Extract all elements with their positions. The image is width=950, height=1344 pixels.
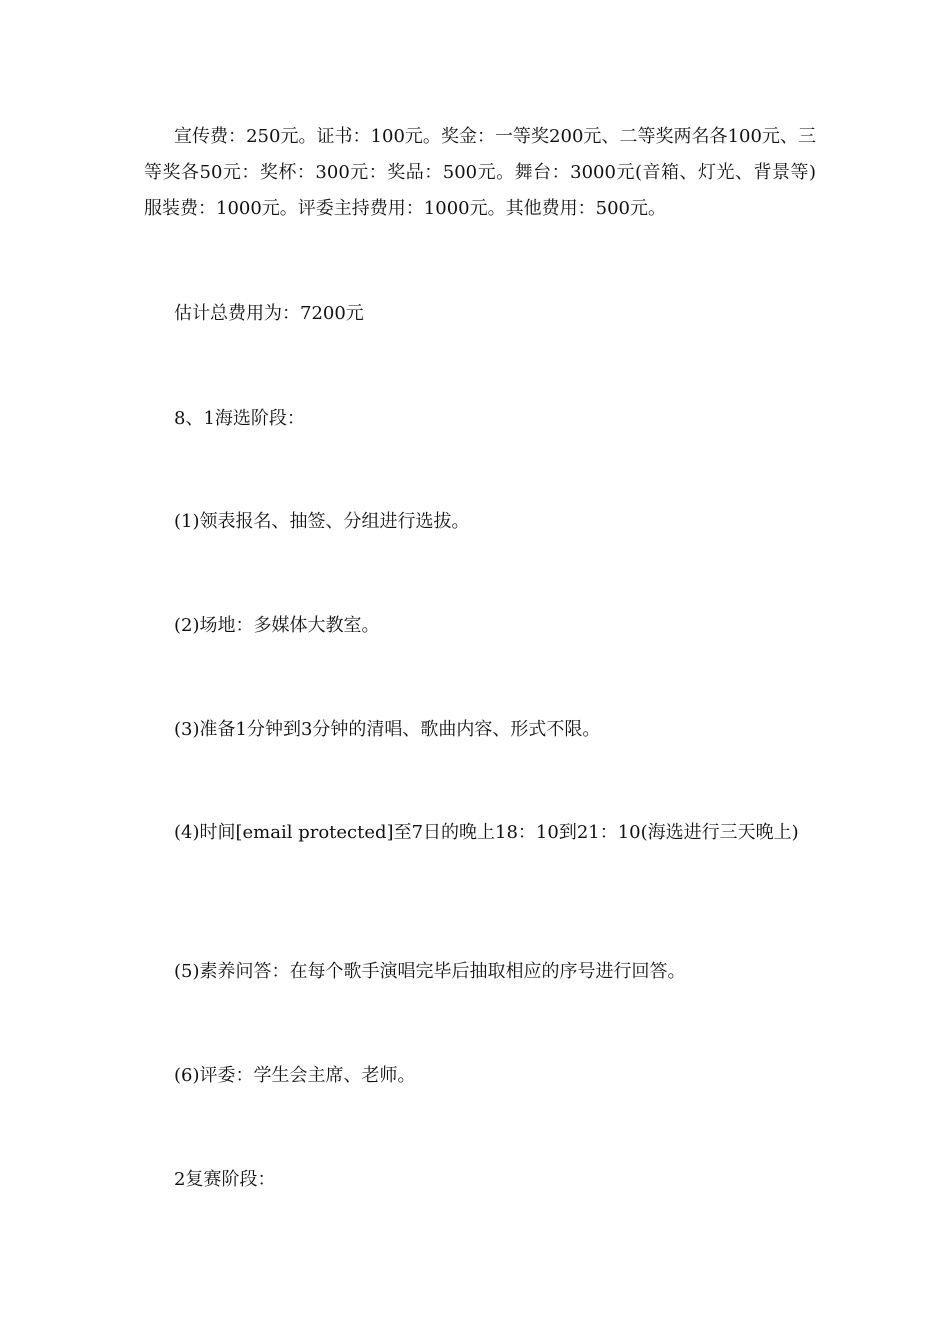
audition-stage-heading: 8、1海选阶段： (174, 408, 305, 429)
audition-item-4: (4)时间[email protected]至7日的晚上18：10到21：10(海选进行三天晚上) (174, 822, 799, 843)
semifinal-stage-heading: 2复赛阶段： (174, 1169, 276, 1190)
audition-item-1: (1)领表报名、抽签、分组进行选拔。 (174, 511, 470, 532)
audition-item-2: (2)场地：多媒体大教室。 (174, 615, 380, 636)
total-cost-paragraph: 估计总费用为：7200元 (174, 303, 364, 324)
audition-item-6: (6)评委：学生会主席、老师。 (174, 1065, 416, 1086)
audition-item-3: (3)准备1分钟到3分钟的清唱、歌曲内容、形式不限。 (174, 719, 601, 740)
budget-paragraph: 宣传费：250元。证书：100元。奖金：一等奖200元、二等奖两名各100元、三等奖各50元：奖杯：300元：奖品：500元。舞台：3000元(音箱、灯光、背景等)服装费：1000元。评委主持费用：1000元。其他费用：500元。 (144, 126, 816, 219)
audition-item-5: (5)素养问答：在每个歌手演唱完毕后抽取相应的序号进行回答。 (174, 961, 686, 982)
